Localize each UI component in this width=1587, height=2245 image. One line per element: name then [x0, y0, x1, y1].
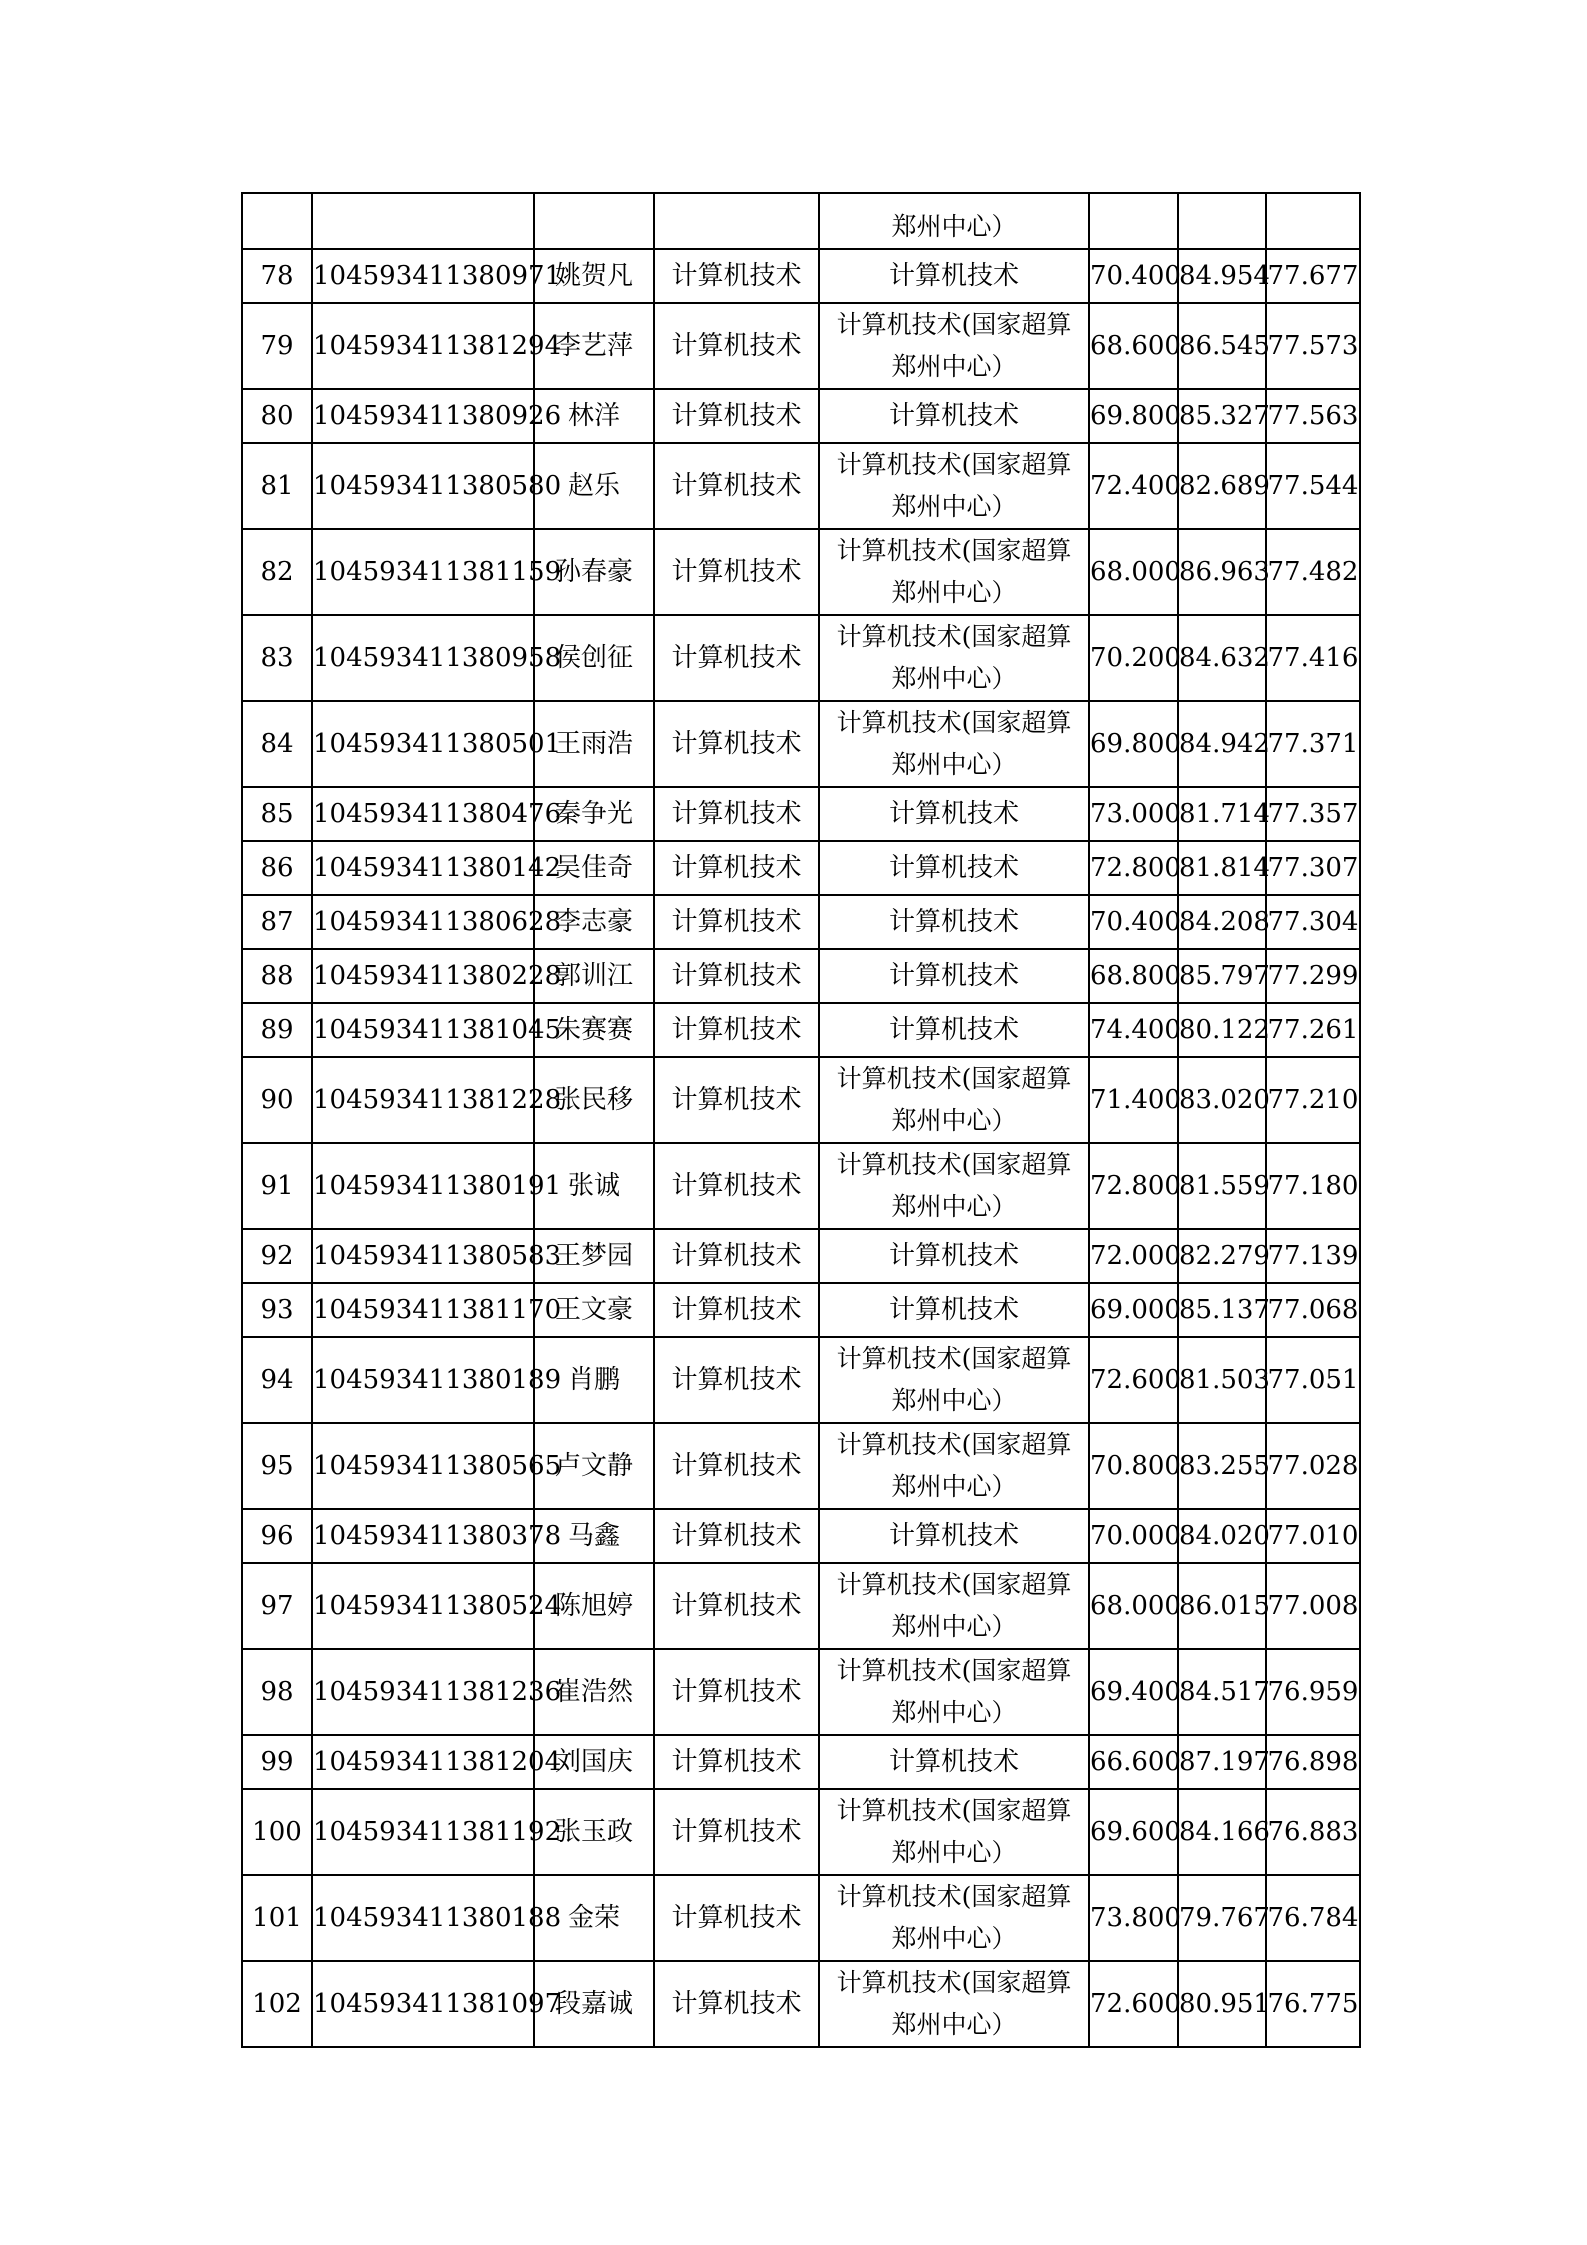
name-cell: 王梦园 — [534, 1229, 654, 1283]
score2-cell: 87.197 — [1178, 1735, 1266, 1789]
major-cell — [819, 1563, 1089, 1649]
score1-cell: 70.800 — [1089, 1423, 1178, 1509]
id-cell: 104593411380191 — [312, 1143, 534, 1229]
subject-cell: 计算机技术 — [654, 1789, 819, 1875]
total-cell: 76.883 — [1266, 1789, 1360, 1875]
rank-cell: 102 — [242, 1961, 312, 2047]
id-cell: 104593411380583 — [312, 1229, 534, 1283]
table-row — [242, 1057, 1360, 1143]
table-row — [242, 1003, 1360, 1057]
table-row — [242, 1789, 1360, 1875]
major-line: 计算机技术 — [888, 799, 1019, 829]
table-row-continued — [242, 193, 1360, 249]
score2-cell: 84.954 — [1178, 249, 1266, 303]
score1-cell: 69.600 — [1089, 1789, 1178, 1875]
rank-cell: 79 — [242, 303, 312, 389]
total-cell: 77.299 — [1266, 949, 1360, 1003]
name-cell: 刘国庆 — [534, 1735, 654, 1789]
total-cell: 76.775 — [1266, 1961, 1360, 2047]
major-cell — [819, 1509, 1089, 1563]
rank-cell: 83 — [242, 615, 312, 701]
name-cell: 陈旭婷 — [534, 1563, 654, 1649]
major-line: 计算机技术(国家超算 — [836, 1150, 1072, 1179]
table-row — [242, 1563, 1360, 1649]
id-cell: 104593411380142 — [312, 841, 534, 895]
total-cell: 77.307 — [1266, 841, 1360, 895]
score1-cell: 68.000 — [1089, 1563, 1178, 1649]
name-cell: 秦争光 — [534, 787, 654, 841]
id-cell: 104593411381045 — [312, 1003, 534, 1057]
id-cell: 104593411380926 — [312, 389, 534, 443]
rank-cell: 89 — [242, 1003, 312, 1057]
major-cell — [819, 787, 1089, 841]
id-cell: 104593411380524 — [312, 1563, 534, 1649]
score2-cell: 81.714 — [1178, 787, 1266, 841]
total-cell: 77.482 — [1266, 529, 1360, 615]
major-line: 计算机技术(国家超算 — [836, 536, 1072, 565]
table-row — [242, 615, 1360, 701]
subject-cell: 计算机技术 — [654, 1423, 819, 1509]
table-row — [242, 389, 1360, 443]
major-line: 计算机技术 — [888, 1295, 1019, 1325]
name-cell: 姚贺凡 — [534, 249, 654, 303]
subject-cell: 计算机技术 — [654, 1283, 819, 1337]
rank-cell: 91 — [242, 1143, 312, 1229]
major-cell — [819, 701, 1089, 787]
score2-cell: 79.767 — [1178, 1875, 1266, 1961]
major-cell — [819, 1649, 1089, 1735]
rank-cell: 85 — [242, 787, 312, 841]
total-cell: 77.068 — [1266, 1283, 1360, 1337]
table-row — [242, 1735, 1360, 1789]
id-cell: 104593411380565 — [312, 1423, 534, 1509]
rank-cell: 81 — [242, 443, 312, 529]
score2-cell: 84.517 — [1178, 1649, 1266, 1735]
rank-cell: 92 — [242, 1229, 312, 1283]
major-cell — [819, 1003, 1089, 1057]
rank-cell: 101 — [242, 1875, 312, 1961]
id-cell: 104593411380580 — [312, 443, 534, 529]
id-cell: 104593411380228 — [312, 949, 534, 1003]
major-line: 计算机技术(国家超算 — [836, 622, 1072, 651]
score1-cell: 72.000 — [1089, 1229, 1178, 1283]
major-cell — [819, 949, 1089, 1003]
total-cell: 76.959 — [1266, 1649, 1360, 1735]
subject-cell: 计算机技术 — [654, 787, 819, 841]
score1-cell: 71.400 — [1089, 1057, 1178, 1143]
subject-cell: 计算机技术 — [654, 1337, 819, 1423]
name-cell: 朱赛赛 — [534, 1003, 654, 1057]
rank-cell: 90 — [242, 1057, 312, 1143]
name-cell: 张民移 — [534, 1057, 654, 1143]
major-cell — [819, 1961, 1089, 2047]
score2-cell: 85.137 — [1178, 1283, 1266, 1337]
score1-cell: 72.600 — [1089, 1337, 1178, 1423]
major-cell — [819, 193, 1089, 249]
table-row — [242, 443, 1360, 529]
major-line: 郑州中心） — [891, 1612, 1017, 1641]
total-cell: 77.677 — [1266, 249, 1360, 303]
rank-cell: 84 — [242, 701, 312, 787]
id-cell: 104593411380501 — [312, 701, 534, 787]
table-row — [242, 787, 1360, 841]
rank-cell: 99 — [242, 1735, 312, 1789]
subject-cell: 计算机技术 — [654, 1649, 819, 1735]
major-cell — [819, 389, 1089, 443]
id-cell: 104593411380378 — [312, 1509, 534, 1563]
rank-cell: 100 — [242, 1789, 312, 1875]
score2-cell: 80.951 — [1178, 1961, 1266, 2047]
score2-cell: 86.963 — [1178, 529, 1266, 615]
total-cell: 77.357 — [1266, 787, 1360, 841]
major-line: 计算机技术 — [888, 853, 1019, 883]
id-cell: 104593411381236 — [312, 1649, 534, 1735]
major-cell — [819, 529, 1089, 615]
major-cell — [819, 303, 1089, 389]
name-cell: 崔浩然 — [534, 1649, 654, 1735]
subject-cell: 计算机技术 — [654, 389, 819, 443]
subject-cell: 计算机技术 — [654, 841, 819, 895]
major-line: 郑州中心） — [891, 1192, 1017, 1221]
total-cell: 77.008 — [1266, 1563, 1360, 1649]
major-line: 计算机技术(国家超算 — [836, 1968, 1072, 1997]
score1-cell: 73.000 — [1089, 787, 1178, 841]
id-cell: 104593411380188 — [312, 1875, 534, 1961]
total-cell: 77.261 — [1266, 1003, 1360, 1057]
total-cell: 77.416 — [1266, 615, 1360, 701]
major-line: 计算机技术 — [888, 1521, 1019, 1551]
subject-cell: 计算机技术 — [654, 1143, 819, 1229]
total-cell: 77.563 — [1266, 389, 1360, 443]
rank-cell: 80 — [242, 389, 312, 443]
rank-cell: 82 — [242, 529, 312, 615]
table-row — [242, 529, 1360, 615]
id-cell: 104593411381170 — [312, 1283, 534, 1337]
rank-cell: 88 — [242, 949, 312, 1003]
id-cell: 104593411381228 — [312, 1057, 534, 1143]
rank-cell: 94 — [242, 1337, 312, 1423]
score2-cell: 84.166 — [1178, 1789, 1266, 1875]
score1-cell: 69.800 — [1089, 701, 1178, 787]
name-cell — [534, 193, 654, 249]
score2-cell: 85.797 — [1178, 949, 1266, 1003]
score2-cell: 82.279 — [1178, 1229, 1266, 1283]
major-line: 郑州中心） — [891, 664, 1017, 693]
score2-cell: 83.020 — [1178, 1057, 1266, 1143]
subject-cell — [654, 193, 819, 249]
subject-cell: 计算机技术 — [654, 701, 819, 787]
name-cell: 王雨浩 — [534, 701, 654, 787]
major-cell — [819, 443, 1089, 529]
major-line: 计算机技术(国家超算 — [836, 310, 1072, 339]
table-body — [242, 193, 1360, 2047]
major-line: 计算机技术(国家超算 — [836, 708, 1072, 737]
major-line: 计算机技术(国家超算 — [836, 1344, 1072, 1373]
total-cell: 77.304 — [1266, 895, 1360, 949]
total-cell: 77.139 — [1266, 1229, 1360, 1283]
score2-cell: 84.942 — [1178, 701, 1266, 787]
name-cell: 马鑫 — [534, 1509, 654, 1563]
major-cell — [819, 1423, 1089, 1509]
subject-cell: 计算机技术 — [654, 1229, 819, 1283]
total-cell: 77.210 — [1266, 1057, 1360, 1143]
score2-cell: 82.689 — [1178, 443, 1266, 529]
subject-cell: 计算机技术 — [654, 1057, 819, 1143]
score1-cell: 73.800 — [1089, 1875, 1178, 1961]
major-line: 郑州中心） — [891, 2010, 1017, 2039]
major-line: 计算机技术 — [888, 1747, 1019, 1777]
id-cell: 104593411380476 — [312, 787, 534, 841]
name-cell: 李艺萍 — [534, 303, 654, 389]
table-row — [242, 1961, 1360, 2047]
name-cell: 赵乐 — [534, 443, 654, 529]
score1-cell: 69.400 — [1089, 1649, 1178, 1735]
table-row — [242, 1337, 1360, 1423]
major-cell — [819, 1057, 1089, 1143]
total-cell: 77.544 — [1266, 443, 1360, 529]
score1-cell: 68.600 — [1089, 303, 1178, 389]
table-row — [242, 701, 1360, 787]
total-cell — [1266, 193, 1360, 249]
subject-cell: 计算机技术 — [654, 303, 819, 389]
total-cell: 76.898 — [1266, 1735, 1360, 1789]
total-cell: 77.180 — [1266, 1143, 1360, 1229]
subject-cell: 计算机技术 — [654, 949, 819, 1003]
major-line: 郑州中心） — [891, 352, 1017, 381]
score2-cell: 86.545 — [1178, 303, 1266, 389]
major-line: 郑州中心） — [891, 1106, 1017, 1135]
table-row — [242, 841, 1360, 895]
major-cell — [819, 1283, 1089, 1337]
major-line: 郑州中心） — [891, 750, 1017, 779]
major-line: 郑州中心） — [891, 1924, 1017, 1953]
table-row — [242, 1423, 1360, 1509]
name-cell: 李志豪 — [534, 895, 654, 949]
score2-cell: 81.503 — [1178, 1337, 1266, 1423]
score1-cell: 72.400 — [1089, 443, 1178, 529]
major-line: 郑州中心） — [891, 1472, 1017, 1501]
table-row — [242, 249, 1360, 303]
score2-cell: 80.122 — [1178, 1003, 1266, 1057]
rank-cell: 95 — [242, 1423, 312, 1509]
subject-cell: 计算机技术 — [654, 529, 819, 615]
subject-cell: 计算机技术 — [654, 249, 819, 303]
table-row — [242, 895, 1360, 949]
major-line: 计算机技术 — [888, 401, 1019, 431]
major-line: 计算机技术(国家超算 — [836, 1570, 1072, 1599]
major-cell — [819, 1875, 1089, 1961]
major-line: 计算机技术(国家超算 — [836, 1796, 1072, 1825]
subject-cell: 计算机技术 — [654, 1875, 819, 1961]
table-row — [242, 1509, 1360, 1563]
name-cell: 孙春豪 — [534, 529, 654, 615]
name-cell: 林洋 — [534, 389, 654, 443]
major-line: 计算机技术 — [888, 261, 1019, 291]
name-cell: 郭训江 — [534, 949, 654, 1003]
results-table — [241, 192, 1361, 2048]
table-row — [242, 1283, 1360, 1337]
score1-cell: 74.400 — [1089, 1003, 1178, 1057]
score1-cell: 66.600 — [1089, 1735, 1178, 1789]
score1-cell: 72.800 — [1089, 841, 1178, 895]
score1-cell: 68.000 — [1089, 529, 1178, 615]
score1-cell: 72.600 — [1089, 1961, 1178, 2047]
major-cell — [819, 1229, 1089, 1283]
score2-cell: 84.020 — [1178, 1509, 1266, 1563]
major-cell — [819, 1735, 1089, 1789]
score1-cell: 68.800 — [1089, 949, 1178, 1003]
score1-cell: 70.400 — [1089, 895, 1178, 949]
subject-cell: 计算机技术 — [654, 1003, 819, 1057]
name-cell: 段嘉诚 — [534, 1961, 654, 2047]
major-cell — [819, 615, 1089, 701]
total-cell: 77.051 — [1266, 1337, 1360, 1423]
major-cell — [819, 1337, 1089, 1423]
major-line: 计算机技术 — [888, 1241, 1019, 1271]
major-cell — [819, 895, 1089, 949]
score2-cell — [1178, 193, 1266, 249]
major-cell — [819, 841, 1089, 895]
table-row — [242, 1649, 1360, 1735]
score1-cell — [1089, 193, 1178, 249]
name-cell: 肖鹏 — [534, 1337, 654, 1423]
major-line: 计算机技术 — [888, 961, 1019, 991]
score2-cell: 85.327 — [1178, 389, 1266, 443]
id-cell — [312, 193, 534, 249]
id-cell: 104593411380958 — [312, 615, 534, 701]
major-line: 计算机技术 — [888, 1015, 1019, 1045]
table-row — [242, 1229, 1360, 1283]
score1-cell: 72.800 — [1089, 1143, 1178, 1229]
id-cell: 104593411380628 — [312, 895, 534, 949]
id-cell: 104593411381097 — [312, 1961, 534, 2047]
id-cell: 104593411381159 — [312, 529, 534, 615]
major-cell — [819, 249, 1089, 303]
total-cell: 77.371 — [1266, 701, 1360, 787]
table-row — [242, 303, 1360, 389]
id-cell: 104593411380189 — [312, 1337, 534, 1423]
major-line: 郑州中心） — [891, 1838, 1017, 1867]
rank-cell: 78 — [242, 249, 312, 303]
name-cell: 卢文静 — [534, 1423, 654, 1509]
name-cell: 侯创征 — [534, 615, 654, 701]
score2-cell: 84.632 — [1178, 615, 1266, 701]
total-cell: 77.010 — [1266, 1509, 1360, 1563]
major-line: 计算机技术(国家超算 — [836, 1064, 1072, 1093]
total-cell: 77.573 — [1266, 303, 1360, 389]
major-line: 郑州中心） — [891, 212, 1017, 241]
major-line: 计算机技术(国家超算 — [836, 1430, 1072, 1459]
rank-cell: 98 — [242, 1649, 312, 1735]
score1-cell: 69.000 — [1089, 1283, 1178, 1337]
subject-cell: 计算机技术 — [654, 1509, 819, 1563]
table-row — [242, 1143, 1360, 1229]
subject-cell: 计算机技术 — [654, 1735, 819, 1789]
name-cell: 王文豪 — [534, 1283, 654, 1337]
subject-cell: 计算机技术 — [654, 895, 819, 949]
name-cell: 金荣 — [534, 1875, 654, 1961]
major-line: 郑州中心） — [891, 492, 1017, 521]
subject-cell: 计算机技术 — [654, 443, 819, 529]
total-cell: 77.028 — [1266, 1423, 1360, 1509]
major-line: 郑州中心） — [891, 578, 1017, 607]
major-line: 郑州中心） — [891, 1698, 1017, 1727]
major-line: 郑州中心） — [891, 1386, 1017, 1415]
subject-cell: 计算机技术 — [654, 1961, 819, 2047]
score1-cell: 70.000 — [1089, 1509, 1178, 1563]
id-cell: 104593411381204 — [312, 1735, 534, 1789]
score2-cell: 86.015 — [1178, 1563, 1266, 1649]
rank-cell: 96 — [242, 1509, 312, 1563]
total-cell: 76.784 — [1266, 1875, 1360, 1961]
rank-cell: 87 — [242, 895, 312, 949]
subject-cell: 计算机技术 — [654, 615, 819, 701]
score1-cell: 69.800 — [1089, 389, 1178, 443]
table-row — [242, 1875, 1360, 1961]
score2-cell: 81.559 — [1178, 1143, 1266, 1229]
major-line: 计算机技术(国家超算 — [836, 450, 1072, 479]
id-cell: 104593411380971 — [312, 249, 534, 303]
id-cell: 104593411381294 — [312, 303, 534, 389]
rank-cell: 93 — [242, 1283, 312, 1337]
major-cell — [819, 1789, 1089, 1875]
table-row — [242, 949, 1360, 1003]
score2-cell: 84.208 — [1178, 895, 1266, 949]
name-cell: 吴佳奇 — [534, 841, 654, 895]
id-cell: 104593411381192 — [312, 1789, 534, 1875]
score2-cell: 81.814 — [1178, 841, 1266, 895]
major-cell — [819, 1143, 1089, 1229]
name-cell: 张玉政 — [534, 1789, 654, 1875]
major-line: 计算机技术 — [888, 907, 1019, 937]
score1-cell: 70.200 — [1089, 615, 1178, 701]
score2-cell: 83.255 — [1178, 1423, 1266, 1509]
rank-cell: 86 — [242, 841, 312, 895]
major-line: 计算机技术(国家超算 — [836, 1882, 1072, 1911]
name-cell: 张诚 — [534, 1143, 654, 1229]
major-line: 计算机技术(国家超算 — [836, 1656, 1072, 1685]
rank-cell: 97 — [242, 1563, 312, 1649]
subject-cell: 计算机技术 — [654, 1563, 819, 1649]
score1-cell: 70.400 — [1089, 249, 1178, 303]
rank-cell — [242, 193, 312, 249]
